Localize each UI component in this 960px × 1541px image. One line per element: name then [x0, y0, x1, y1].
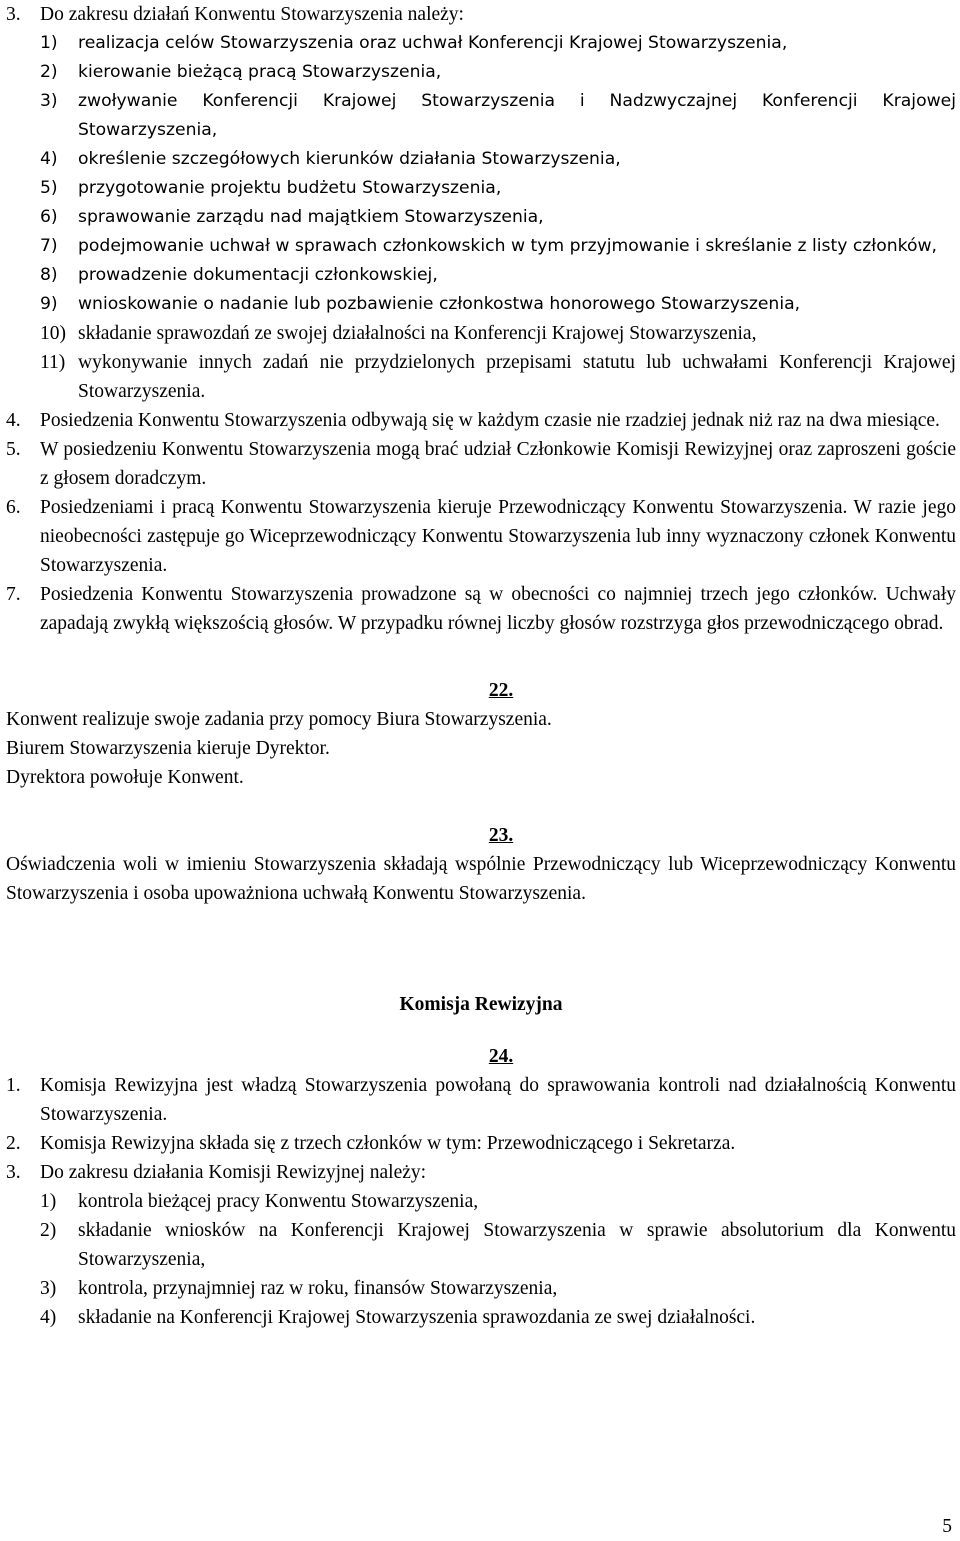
art24-item-2 — [40, 1216, 956, 1274]
article-24-heading: 24. — [488, 1046, 514, 1067]
art24-point-2 — [6, 1129, 956, 1158]
art21-item-3 — [40, 87, 956, 145]
art22-line-1: Konwent realizuje swoje zadania przy pomocy Biura Stowarzyszenia. — [6, 709, 552, 730]
point-number: 7. — [6, 584, 21, 605]
item-text: kontrola bieżącej pracy Konwentu Stowarzyszenia, — [78, 1191, 479, 1212]
item-number: 1) — [40, 1191, 57, 1212]
item-text: wnioskowanie o nadanie lub pozbawienie członkostwa honorowego Stowarzyszenia, — [78, 294, 801, 314]
point-number: 6. — [6, 497, 21, 518]
item-text: kontrola, przynajmniej raz w roku, finansów Stowarzyszenia, — [78, 1278, 558, 1299]
item-text: sprawowanie zarządu nad majątkiem Stowarzyszenia, — [78, 207, 544, 227]
art21-point-4 — [6, 406, 956, 435]
item-number: 5) — [40, 178, 58, 198]
point-number: 4. — [6, 410, 21, 431]
art24-point-3 — [6, 1158, 956, 1187]
item-text: prowadzenie dokumentacji członkowskiej, — [78, 265, 438, 285]
point-number: 3. — [6, 4, 21, 25]
point-number: 2. — [6, 1133, 21, 1154]
item-number: 6) — [40, 207, 58, 227]
art21-item-9 — [40, 290, 956, 319]
art21-point-5 — [6, 435, 956, 493]
item-number: 9) — [40, 294, 58, 314]
point-text: Komisja Rewizyjna jest władzą Stowarzyszenia powołaną do sprawowania kontroli nad działalnością Konwentu Stowarzyszenia. — [40, 1075, 956, 1125]
item-text: składanie na Konferencji Krajowej Stowarzyszenia sprawozdania ze swej działalności. — [78, 1307, 756, 1328]
item-text: składanie wniosków na Konferencji Krajowej Stowarzyszenia w sprawie absolutorium dla Konwentu Stowarzyszenia, — [78, 1220, 956, 1270]
art21-item-4 — [40, 145, 956, 174]
item-text: realizacja celów Stowarzyszenia oraz uchwał Konferencji Krajowej Stowarzyszenia, — [78, 33, 788, 53]
item-text: wykonywanie innych zadań nie przydzielonych przepisami statutu lub uchwałami Konferencji Krajowej Stowarzyszenia. — [78, 352, 956, 402]
document-page — [6, 0, 956, 1332]
art21-item-1 — [40, 29, 956, 58]
point-number: 5. — [6, 439, 21, 460]
point-text: W posiedzeniu Konwentu Stowarzyszenia mogą brać udział Członkowie Komisji Rewizyjnej oraz zaproszeni goście z głosem doradczym. — [40, 439, 956, 489]
art22-line-3: Dyrektora powołuje Konwent. — [6, 767, 244, 788]
item-number: 10) — [40, 323, 66, 344]
art21-item-8 — [40, 261, 956, 290]
item-number: 3) — [40, 91, 58, 111]
point-text: Posiedzenia Konwentu Stowarzyszenia odbywają się w każdym czasie nie rzadziej jednak niż raz na dwa miesiące. — [40, 410, 940, 431]
item-text: przygotowanie projektu budżetu Stowarzyszenia, — [78, 178, 502, 198]
section-title: Komisja Rewizyjna — [399, 994, 563, 1015]
art24-point-1 — [6, 1071, 956, 1129]
art23-text: Oświadczenia woli w imieniu Stowarzyszenia składają wspólnie Przewodniczący lub Wiceprzewodniczący Konwentu Stowarzyszenia i osoba upoważniona uchwałą Konwentu Stowarzyszenia. — [6, 854, 956, 904]
item-text: zwoływanie Konferencji Krajowej Stowarzyszenia i Nadzwyczajnej Konferencji Krajowej Stowarzyszenia, — [78, 91, 956, 140]
art22-line-2: Biurem Stowarzyszenia kieruje Dyrektor. — [6, 738, 330, 759]
art21-point-3 — [6, 0, 956, 29]
item-number: 7) — [40, 236, 58, 256]
art24-item-3 — [40, 1274, 956, 1303]
art21-item-6 — [40, 203, 956, 232]
item-number: 11) — [40, 352, 66, 373]
item-number: 2) — [40, 1220, 57, 1241]
point-text: Do zakresu działania Komisji Rewizyjnej należy: — [40, 1162, 427, 1183]
article-22-heading: 22. — [488, 680, 514, 701]
item-text: składanie sprawozdań ze swojej działalności na Konferencji Krajowej Stowarzyszenia, — [78, 323, 757, 344]
item-number: 4) — [40, 149, 58, 169]
item-text: określenie szczegółowych kierunków działania Stowarzyszenia, — [78, 149, 621, 169]
item-number: 2) — [40, 62, 58, 82]
item-number: 3) — [40, 1278, 57, 1299]
item-text: kierowanie bieżącą pracą Stowarzyszenia, — [78, 62, 442, 82]
point-text: Posiedzeniami i pracą Konwentu Stowarzyszenia kieruje Przewodniczący Konwentu Stowarzyszenia. W razie jego nieobecności zastępuje go Wiceprzewodniczący Konwentu Stowarzyszenia lub inny wyznaczony członek Konwentu Stowarzyszenia. — [40, 497, 956, 576]
art21-item-7 — [40, 232, 956, 261]
art21-point-7 — [6, 580, 956, 638]
art24-item-4 — [40, 1303, 956, 1332]
art21-item-5 — [40, 174, 956, 203]
art21-item-11 — [40, 348, 956, 406]
art21-item-2 — [40, 58, 956, 87]
item-number: 8) — [40, 265, 58, 285]
art21-point-6 — [6, 493, 956, 580]
article-23-heading: 23. — [488, 825, 514, 846]
point-text: Do zakresu działań Konwentu Stowarzyszenia należy: — [40, 4, 464, 25]
item-text: podejmowanie uchwał w sprawach członkowskich w tym przyjmowanie i skreślanie z listy członków, — [78, 236, 937, 256]
art24-item-1 — [40, 1187, 956, 1216]
item-number: 4) — [40, 1307, 57, 1328]
point-text: Komisja Rewizyjna składa się z trzech członków w tym: Przewodniczącego i Sekretarza. — [40, 1133, 736, 1154]
point-number: 1. — [6, 1075, 21, 1096]
point-text: Posiedzenia Konwentu Stowarzyszenia prowadzone są w obecności co najmniej trzech jego członków. Uchwały zapadają zwykłą większością głosów. W przypadku równej liczby głosów rozstrzyga głos przewodniczącego obrad. — [40, 584, 956, 634]
item-number: 1) — [40, 33, 58, 53]
art21-item-10 — [40, 319, 956, 348]
page-number: 5 — [942, 1516, 952, 1537]
point-number: 3. — [6, 1162, 21, 1183]
